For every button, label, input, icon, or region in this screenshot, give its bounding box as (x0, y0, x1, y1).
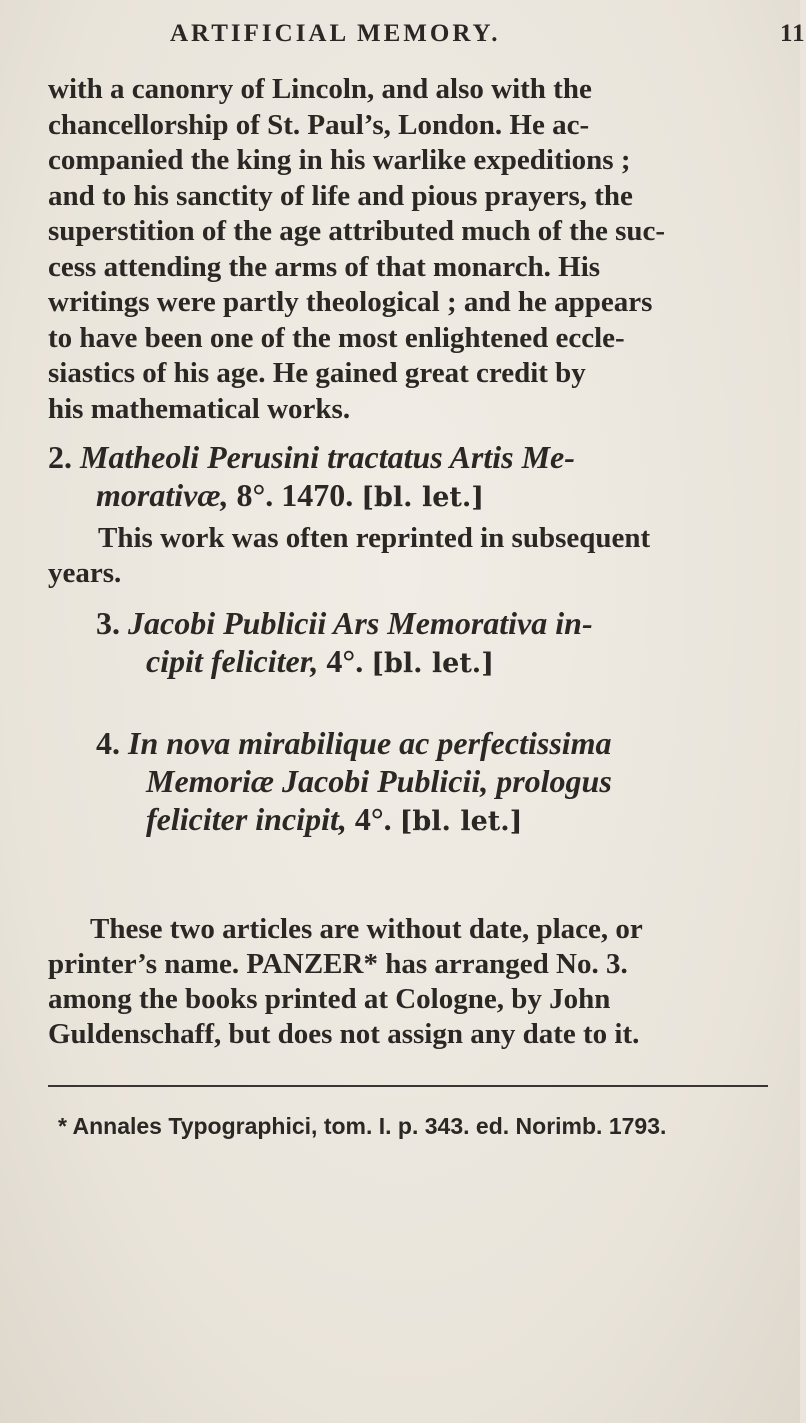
entry-title: In nova mirabilique ac perfectissima (128, 725, 612, 761)
text-line: companied the king in his warlike expeditions ; (48, 144, 631, 176)
entry-number: 4. (96, 725, 120, 761)
footnote: * Annales Typographici, tom. I. p. 343. ed. Norimb. 1793. (58, 1113, 667, 1139)
text-line: This work was often reprinted in subsequent (98, 522, 651, 554)
text-line: Guldenschaff, but does not assign any date to it. (48, 1018, 640, 1050)
note-entry-2 (48, 521, 768, 591)
paragraph-biography (48, 72, 768, 427)
text-line: superstition of the age attributed much of the suc- (48, 215, 666, 247)
entry-format: 4°. (354, 801, 392, 837)
entry-title-continued: Memoriæ Jacobi Publicii, prologus (146, 763, 612, 799)
note-entry-4 (48, 912, 768, 1052)
text-line: printer’s name. PANZER* has arranged No. 3. (48, 948, 628, 980)
text-line: with a canonry of Lincoln, and also with the (48, 73, 592, 105)
text-line: to have been one of the most enlightened eccle- (48, 321, 625, 354)
text-line: years. (48, 557, 122, 589)
entry-title-continued: cipit feliciter, (146, 643, 319, 679)
footnote-rule (48, 1085, 768, 1087)
text-line: These two articles are without date, place, or (90, 913, 643, 945)
bibliography-entry-4 (48, 724, 768, 841)
entry-type: [bl. let.] (399, 806, 523, 837)
text-line: cess attending the arms of that monarch. His (48, 250, 601, 283)
entry-number: 3. (96, 605, 120, 641)
bibliography-entry-2 (48, 438, 768, 517)
page-number: 11 (780, 20, 806, 47)
text-line: his mathematical works. (48, 392, 351, 425)
entry-format: 4°. (326, 643, 364, 679)
entry-type: [bl. let.] (371, 648, 494, 679)
entry-format: 8°. 1470. (236, 477, 354, 513)
text-line: writings were partly theological ; and he appears (48, 286, 653, 318)
text-line: among the books printed at Cologne, by John (48, 983, 611, 1015)
text-line: chancellorship of St. Paul’s, London. He ac- (48, 108, 590, 141)
text-line: and to his sanctity of life and pious prayers, the (48, 179, 633, 212)
text-line: siastics of his age. He gained great credit by (48, 357, 586, 389)
entry-title: Jacobi Publicii Ars Memorativa in- (128, 605, 593, 641)
entry-title: Matheoli Perusini tractatus Artis Me- (80, 439, 575, 475)
entry-number: 2. (48, 439, 72, 475)
bibliography-entry-3 (48, 604, 768, 683)
entry-type: [bl. let.] (361, 482, 485, 513)
entry-title-continued: feliciter incipit, (146, 801, 347, 837)
running-title: ARTIFICIAL MEMORY. (170, 20, 501, 47)
entry-title-continued: morativæ, (96, 477, 229, 513)
